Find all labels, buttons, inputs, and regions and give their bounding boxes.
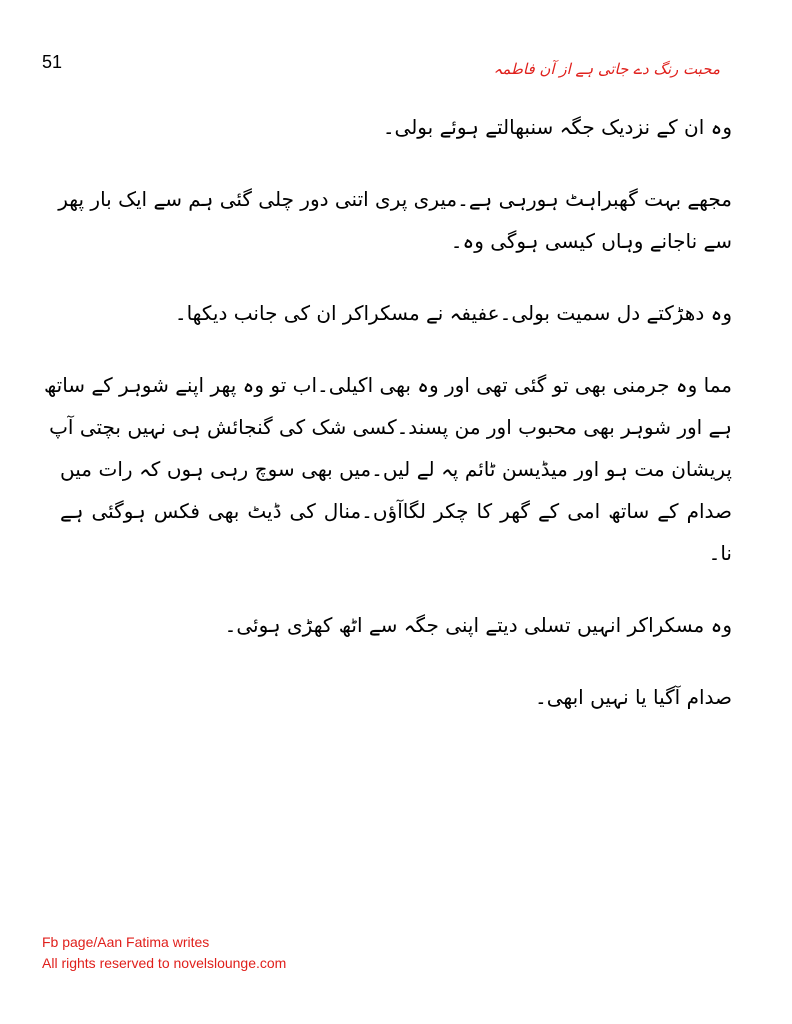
text-line: صدام کے ساتھ امی کے گھر کا چکر لگاآؤں۔منال کی ڈیٹ بھی فکس ہوگئی ہے [60,499,732,523]
text-line: نا۔ [708,541,732,565]
paragraph-5 [60,604,732,646]
body-text [44,106,732,718]
text-line: پریشان مت ہو اور میڈیسن ٹائم پہ لے لیں۔میں بھی سوچ رہی ہوں کہ رات میں [60,457,732,481]
footer [42,932,286,974]
text-line: مجھے بہت گھبراہٹ ہورہی ہے۔میری پری اتنی دور چلی گئی ہم سے ایک بار پھر [58,187,732,211]
paragraph-2 [60,178,732,262]
paragraph-4 [44,364,732,574]
paragraph-6 [60,676,732,718]
running-header: محبت رنگ دے جاتی ہے از آن فاطمہ [493,60,720,78]
footer-page-credit: Fb page/Aan Fatima writes [42,934,210,950]
text-line: ہے اور شوہر بھی محبوب اور من پسند۔کسی شک کی گنجائش ہی نہیں بچتی آپ [49,415,732,439]
paragraph-3 [60,292,732,334]
text-line: وہ ان کے نزدیک جگہ سنبھالتے ہوئے بولی۔ [382,115,732,139]
page-number: 51 [42,52,63,72]
text-line: وہ مسکراکر انہیں تسلی دیتے اپنی جگہ سے اٹھ کھڑی ہوئی۔ [224,613,732,637]
text-line: سے ناجانے وہاں کیسی ہوگی وہ۔ [450,229,732,253]
text-line: صدام آگیا یا نہیں ابھی۔ [535,685,732,709]
text-line: مما وہ جرمنی بھی تو گئی تھی اور وہ بھی اکیلی۔اب تو وہ پھر اپنے شوہر کے ساتھ [44,373,732,397]
text-line: وہ دھڑکتے دل سمیت بولی۔عفیفہ نے مسکراکر ان کی جانب دیکھا۔ [174,301,732,325]
footer-copyright: All rights reserved to novelslounge.com [42,955,287,971]
paragraph-1 [60,106,732,148]
